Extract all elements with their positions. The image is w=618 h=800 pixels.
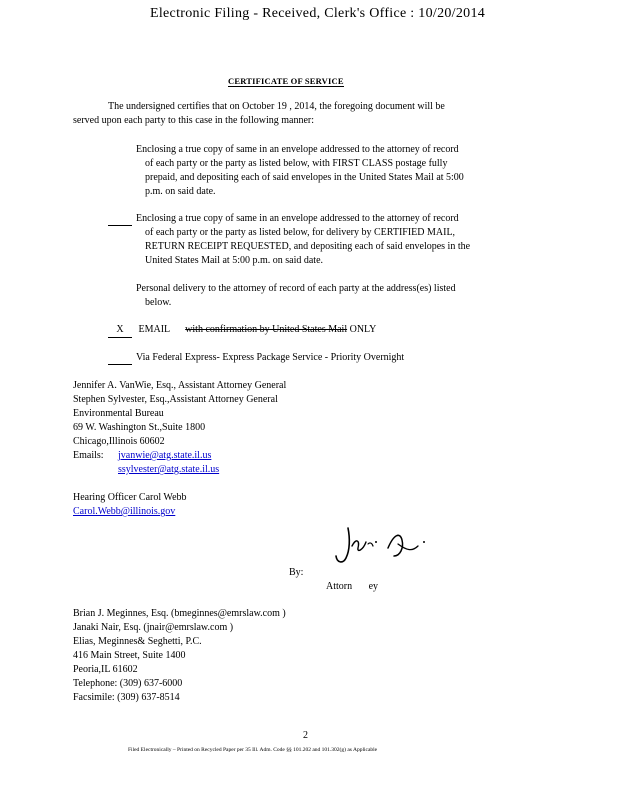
intro-line-1: The undersigned certifies that on October 19 , 2014, the foregoing document will be xyxy=(108,101,445,112)
counsel-line-1: Brian J. Meginnes, Esq. (bmeginnes@emrslaw.com ) xyxy=(73,608,286,619)
certified-line-2: of each party or the party as listed below, for delivery by CERTIFIED MAIL, xyxy=(145,227,456,238)
fedex-option xyxy=(108,351,404,365)
certified-checkbox-blank xyxy=(108,215,132,226)
counsel-line-5: Peoria,IL 61602 xyxy=(73,664,138,675)
page-number: 2 xyxy=(303,730,308,741)
certificate-title: CERTIFICATE OF SERVICE xyxy=(228,76,344,86)
email-label: EMAIL xyxy=(138,324,171,335)
counsel-line-3: Elias, Meginnes& Seghetti, P.C. xyxy=(73,636,202,647)
counsel-line-2: Janaki Nair, Esq. (jnair@emrslaw.com ) xyxy=(73,622,234,633)
filing-stamp-header: Electronic Filing - Received, Clerk's Office : 10/20/2014 xyxy=(150,6,486,21)
personal-line-2: below. xyxy=(145,297,172,308)
emails-label: Emails: xyxy=(73,450,104,461)
first-class-line-4: p.m. on said date. xyxy=(145,186,216,197)
personal-line-1: Personal delivery to the attorney of record of each party at the address(es) listed xyxy=(136,283,456,294)
service-line-5: Chicago,Illinois 60602 xyxy=(73,436,165,447)
service-line-2: Stephen Sylvester, Esq.,Assistant Attorney General xyxy=(73,394,278,405)
email-checkbox-mark: X xyxy=(108,323,132,338)
email-link-sylvester[interactable]: ssylvester@atg.state.il.us xyxy=(118,464,220,475)
email-struck-text: with confirmation by United States Mail xyxy=(185,324,348,335)
signature-by-label: By: xyxy=(289,567,304,578)
page-footer: Filed Electronically – Printed on Recycled Paper per 35 Ill. Adm. Code §§ 101.202 and 101.302(g) as Applicable xyxy=(128,747,378,753)
counsel-line-4: 416 Main Street, Suite 1400 xyxy=(73,650,186,661)
counsel-line-7: Facsimile: (309) 637-8514 xyxy=(73,692,180,703)
email-tail: ONLY xyxy=(349,324,377,335)
fedex-checkbox-blank xyxy=(108,354,132,365)
signature-role: Attorn ey xyxy=(326,581,379,592)
first-class-line-2: of each party or the party as listed below, with FIRST CLASS postage fully xyxy=(145,158,448,169)
certified-option xyxy=(108,212,459,226)
first-class-line-3: prepaid, and depositing each of said envelopes in the United States Mail at 5:00 xyxy=(145,172,464,183)
hearing-officer-name: Hearing Officer Carol Webb xyxy=(73,492,187,503)
hearing-officer-email[interactable]: Carol.Webb@illinois.gov xyxy=(73,506,176,517)
certified-line-1: Enclosing a true copy of same in an envelope addressed to the attorney of record xyxy=(136,213,459,224)
certified-line-4: United States Mail at 5:00 p.m. on said date. xyxy=(145,255,324,266)
first-class-line-1: Enclosing a true copy of same in an envelope addressed to the attorney of record xyxy=(136,144,459,155)
intro-line-2: served upon each party to this case in the following manner: xyxy=(73,115,315,126)
service-line-4: 69 W. Washington St.,Suite 1800 xyxy=(73,422,206,433)
service-line-3: Environmental Bureau xyxy=(73,408,164,419)
fedex-label: Via Federal Express- Express Package Service - Priority Overnight xyxy=(136,352,405,363)
email-link-vanwie[interactable]: jvanwie@atg.state.il.us xyxy=(118,450,212,461)
counsel-line-6: Telephone: (309) 637-6000 xyxy=(73,678,183,689)
certified-line-3: RETURN RECEIPT REQUESTED, and depositing each of said envelopes in the xyxy=(145,241,471,252)
service-line-1: Jennifer A. VanWie, Esq., Assistant Attorney General xyxy=(73,380,287,391)
handwritten-signature xyxy=(330,522,432,568)
email-option xyxy=(108,323,376,338)
